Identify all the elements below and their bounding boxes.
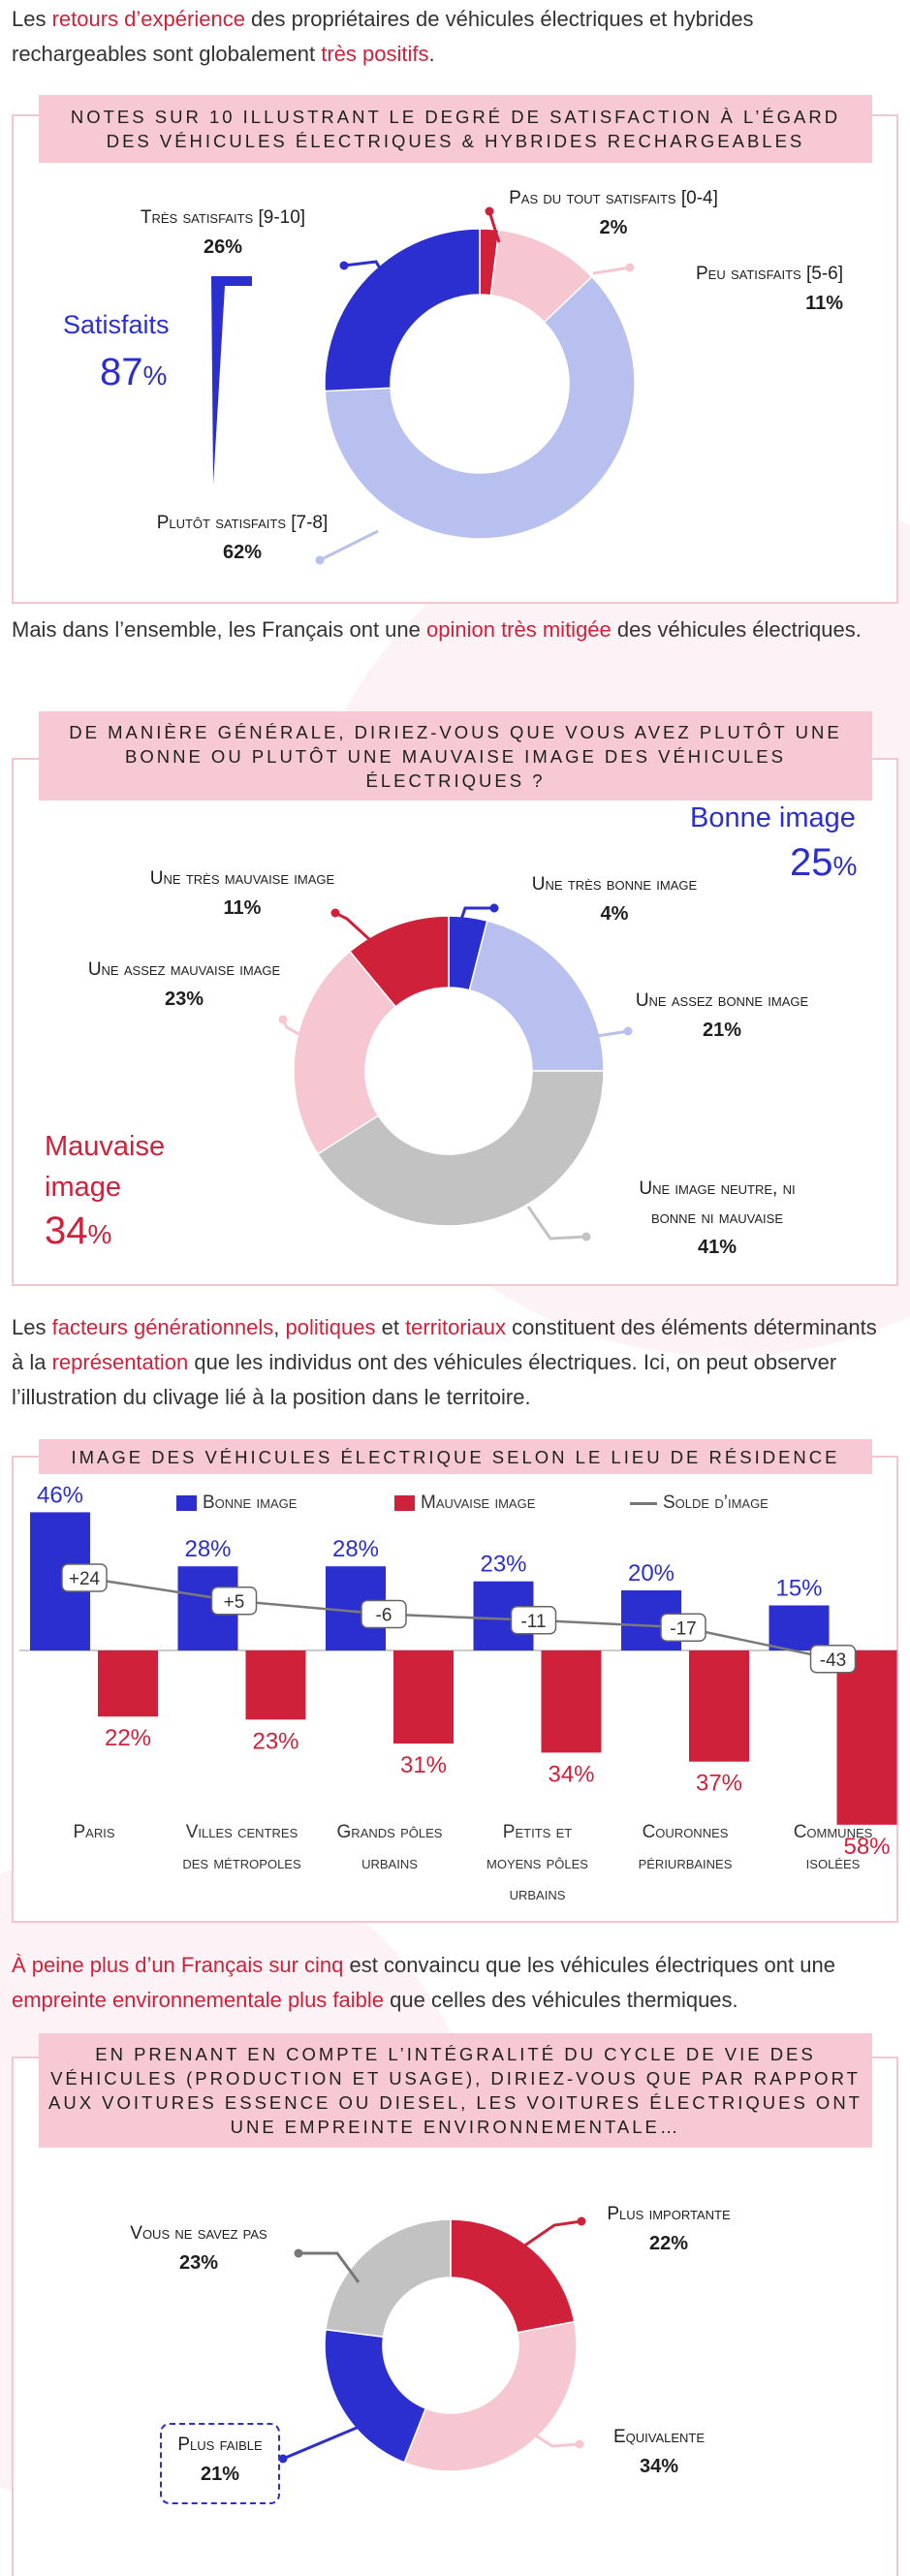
category-label-line: périurbaines — [638, 1853, 733, 1873]
label-peu-satisfaits: Peu satisfaits [5-6] 11% — [695, 264, 843, 314]
intro-paragraph-1: Les retours d’expérience des propriétaires de véhicules électriques et hybrides rechargeables sont globalement très positifs. — [12, 7, 754, 66]
label-bonne-image-1: 46% — [36, 1482, 84, 1509]
label-tres-mauvaise-image: Une très mauvaise image 11% — [149, 868, 335, 919]
label-bonne-image-3: 28% — [331, 1536, 380, 1563]
category-label-line: Communes — [793, 1822, 873, 1842]
good-image-value: 25% — [790, 841, 858, 884]
category-label-line: urbains — [361, 1853, 418, 1873]
chart2-title: DE MANIÈRE GÉNÉRALE, DIRIEZ-VOUS QUE VOUS AVEZ PLUTÔT UNE BONNE OU PLUTÔT UNE MAUVAISE IMAGE DES VÉHICULES ÉLECTRIQUES ? — [39, 711, 872, 801]
bad-image-label: Mauvaise image — [45, 1131, 166, 1203]
label-tres-bonne-image: Une très bonne image 4% — [531, 874, 698, 925]
category-label-line: urbains — [509, 1884, 566, 1904]
category-label-line: des métropoles — [182, 1853, 301, 1873]
intro-paragraph-3: Les facteurs générationnels, politiques et territoriaux constituent des éléments déterminants à la représentation que les individus ont des véhicules électriques. Ici, on peut observer l’illustration du clivage lié à la position dans le territoire. — [12, 1315, 877, 1409]
solde-label-4: -11 — [520, 1611, 547, 1632]
satisfied-group-label: Satisfaits — [63, 310, 170, 339]
label-equivalente: Equivalente 34% — [612, 2427, 706, 2477]
label-mauvaise-image-3: 31% — [399, 1752, 448, 1779]
legend-solde-image: Solde d’image — [630, 1492, 769, 1514]
label-mauvaise-image-4: 34% — [548, 1761, 595, 1788]
leader-plus-faible — [283, 2423, 368, 2459]
label-pas-du-tout-satisfaits: Pas du tout satisfaits [0-4] 2% — [509, 188, 718, 238]
footprint-slice-2 — [404, 2322, 577, 2471]
chart3-title: IMAGE DES VÉHICULES ÉLECTRIQUE SELON LE LIEU DE RÉSIDENCE — [39, 1439, 872, 1474]
chart1-title: NOTES SUR 10 ILLUSTRANT LE DEGRÉ DE SATISFACTION À L’ÉGARD DES VÉHICULES ÉLECTRIQUES & HYBRIDES RECHARGEABLES — [39, 95, 872, 163]
label-bonne-image-2: 28% — [184, 1536, 232, 1563]
footprint-slice-1 — [451, 2219, 575, 2333]
category-label-line: Villes centres — [185, 1822, 298, 1842]
category-label-line: Paris — [73, 1822, 115, 1842]
label-mauvaise-image-5: 37% — [695, 1770, 743, 1797]
label-mauvaise-image-1: 22% — [104, 1725, 152, 1752]
label-plutot-satisfaits: Plutôt satisfaits [7-8] 62% — [156, 513, 329, 563]
solde-label-2: +5 — [223, 1591, 245, 1613]
solde-label-1: +24 — [68, 1569, 101, 1589]
label-bonne-image-6: 15% — [775, 1575, 823, 1602]
label-mauvaise-image-2: 23% — [252, 1728, 299, 1755]
solde-label-3: -6 — [375, 1605, 392, 1626]
category-label-line: Grands pôles — [336, 1822, 443, 1842]
chart4-title: EN PRENANT EN COMPTE L’INTÉGRALITÉ DU CYCLE DE VIE DES VÉHICULES (PRODUCTION ET USAGE), DIRIEZ-VOUS QUE PAR RAPPORT AUX VOITURES ESSENCE OU DIESEL, LES VOITURES ÉLECTRIQUES ONT UNE EMPREINTE ENVIRONNEMENTALE… — [39, 2033, 872, 2148]
footprint-slice-4 — [326, 2219, 451, 2337]
label-assez-mauvaise-image: Une assez mauvaise image 23% — [87, 959, 281, 1010]
intro-paragraph-4: À peine plus d’un Français sur cinq est convaincu que les véhicules électriques ont une empreinte environnementale plus faible que celles des véhicules thermiques. — [12, 1953, 835, 2012]
label-assez-bonne-image: Une assez bonne image 21% — [635, 990, 809, 1041]
label-plus-importante: Plus importante 22% — [607, 2204, 731, 2254]
label-bonne-image-4: 23% — [480, 1551, 527, 1578]
bad-image-value: 34% — [45, 1209, 112, 1252]
category-label-line: Couronnes — [642, 1822, 729, 1842]
satisfied-group-value: 87% — [100, 351, 168, 393]
category-label-line: isolées — [805, 1853, 861, 1873]
label-bonne-image-5: 20% — [627, 1560, 675, 1586]
label-mauvaise-image-6: 58% — [843, 1833, 891, 1860]
category-label-line: Petits et — [502, 1822, 573, 1842]
legend-mauvaise-image: Mauvaise image — [394, 1492, 535, 1514]
solde-label-5: -17 — [670, 1618, 697, 1640]
intro-paragraph-2: Mais dans l’ensemble, les Français ont une opinion très mitigée des véhicules électriques. — [12, 617, 862, 642]
label-vous-ne-savez-pas: Vous ne savez pas 23% — [130, 2223, 267, 2274]
label-plus-faible: Plus faible 21% — [160, 2423, 280, 2504]
label-tres-satisfaits: Très satisfaits [9-10] 26% — [140, 207, 306, 258]
legend-bonne-image: Bonne image — [176, 1492, 297, 1514]
category-label-line: moyens pôles — [486, 1853, 588, 1873]
solde-label-6: -43 — [819, 1649, 847, 1671]
label-image-neutre: Une image neutre, ni bonne ni mauvaise 41% — [639, 1178, 796, 1258]
good-image-label: Bonne image — [690, 802, 856, 833]
footprint-slice-3 — [325, 2330, 425, 2463]
